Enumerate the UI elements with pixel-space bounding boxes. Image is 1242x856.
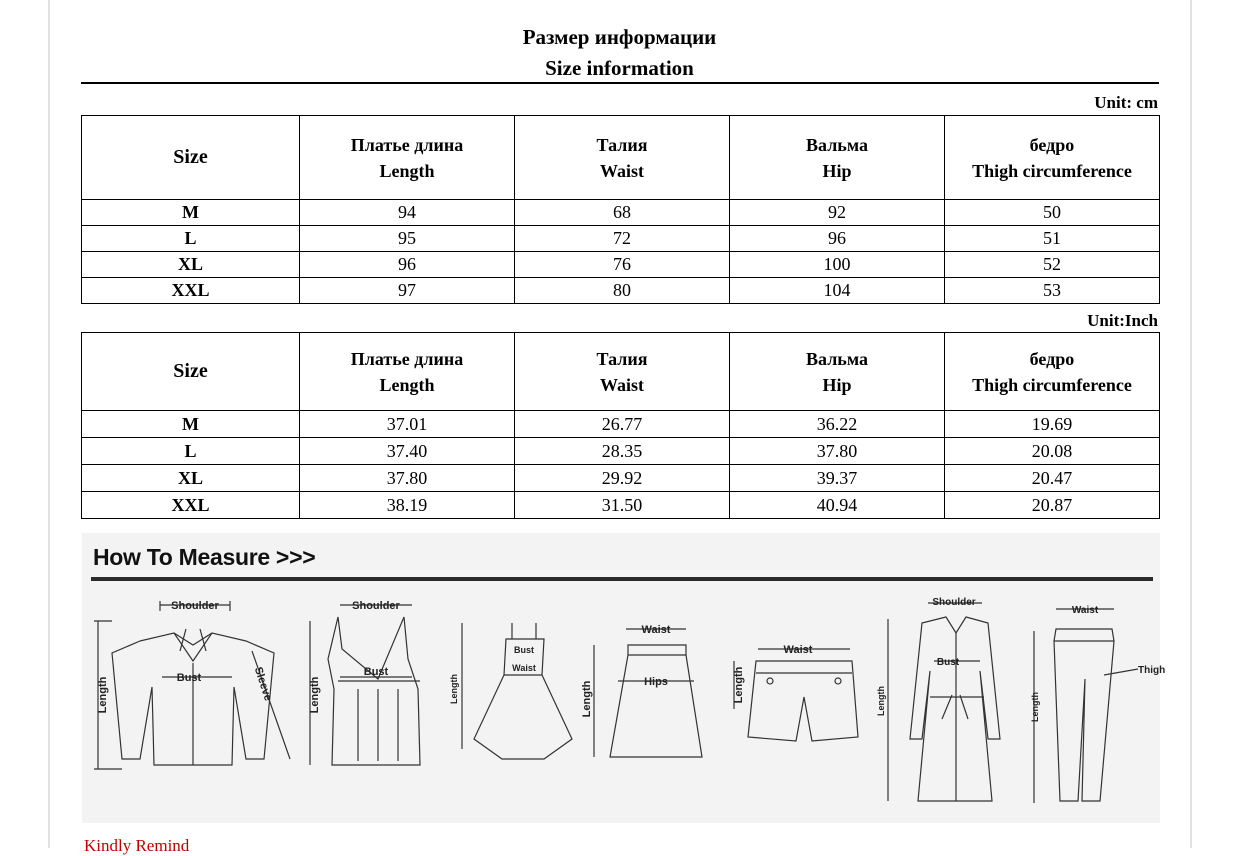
- unit-cm-label: Unit: cm: [1094, 93, 1158, 112]
- length-label: Length: [1030, 692, 1040, 722]
- waist-label: Waist: [641, 624, 671, 636]
- size-table-inch: [81, 332, 1160, 519]
- page-border-left: [48, 0, 50, 848]
- hip-cell: 100: [730, 252, 945, 278]
- title-russian: Размер информации: [522, 25, 717, 49]
- length-label: Length: [309, 676, 321, 714]
- thigh-cell: 20.87: [945, 492, 1160, 519]
- blouse-diagram: [94, 600, 290, 769]
- size-cell: L: [82, 438, 300, 465]
- header-hip-en: Hip: [822, 160, 852, 181]
- length-label: Length: [449, 674, 459, 704]
- header-length-en: Length: [379, 374, 435, 395]
- page-border-right: [1190, 0, 1192, 848]
- length-cell: 38.19: [300, 492, 515, 519]
- size-table-cm: [81, 115, 1160, 304]
- pants-diagram: [1030, 605, 1165, 803]
- header-waist-ru: Талия: [596, 134, 648, 155]
- length-cell: 37.80: [300, 465, 515, 492]
- length-label: Length: [876, 686, 886, 716]
- thigh-cell: 50: [945, 200, 1160, 226]
- kindly-remind-heading: Kindly Remind: [84, 836, 190, 855]
- size-cell: L: [82, 226, 300, 252]
- header-size-label: Size: [173, 146, 208, 168]
- header-hip-ru: Вальма: [806, 348, 868, 369]
- unit-inch-label: Unit:Inch: [1087, 311, 1158, 330]
- header-hip-en: Hip: [822, 374, 852, 395]
- length-cell: 94: [300, 200, 515, 226]
- waist-cell: 80: [515, 278, 730, 304]
- waist-cell: 28.35: [515, 438, 730, 465]
- header-length-en: Length: [379, 160, 435, 181]
- thigh-cell: 51: [945, 226, 1160, 252]
- waist-label: Waist: [512, 663, 536, 673]
- header-thigh-en: Thigh circumference: [972, 374, 1132, 395]
- shoulder-label: Shoulder: [352, 600, 400, 612]
- bust-label: Bust: [936, 657, 960, 668]
- header-thigh-en: Thigh circumference: [972, 160, 1132, 181]
- size-cell: XXL: [82, 492, 300, 519]
- thigh-label: Thigh: [1138, 665, 1166, 676]
- coat-diagram: [876, 597, 1000, 801]
- hip-cell: 96: [730, 226, 945, 252]
- header-thigh-ru: бедро: [1029, 134, 1075, 155]
- length-cell: 37.40: [300, 438, 515, 465]
- table-row: [82, 492, 1160, 519]
- garment-diagrams: [82, 589, 1166, 823]
- table-row: [82, 226, 1160, 252]
- length-label: Length: [581, 680, 593, 718]
- header-length: [300, 333, 515, 411]
- waist-cell: 29.92: [515, 465, 730, 492]
- length-cell: 95: [300, 226, 515, 252]
- title-divider: [81, 82, 1159, 84]
- thigh-cell: 52: [945, 252, 1160, 278]
- header-hip-ru: Вальма: [806, 134, 868, 155]
- header-waist: [515, 116, 730, 200]
- sleeve-label: Sleeve: [251, 665, 274, 703]
- thigh-cell: 53: [945, 278, 1160, 304]
- waist-cell: 72: [515, 226, 730, 252]
- hip-cell: 36.22: [730, 411, 945, 438]
- skirt-diagram: [581, 624, 702, 757]
- header-hip: [730, 116, 945, 200]
- waist-label: Waist: [783, 644, 813, 656]
- header-size: [82, 116, 300, 200]
- length-label: Length: [97, 676, 109, 714]
- header-length: [300, 116, 515, 200]
- bust-label: Bust: [176, 672, 202, 684]
- header-thigh-ru: бедро: [1029, 348, 1075, 369]
- how-to-measure-panel: [82, 533, 1166, 823]
- thigh-cell: 20.47: [945, 465, 1160, 492]
- table-row: [82, 278, 1160, 304]
- slip-dress-diagram: [449, 623, 572, 759]
- how-to-measure-title: How To Measure >>>: [93, 544, 316, 570]
- length-label: Length: [733, 666, 745, 704]
- header-waist: [515, 333, 730, 411]
- thigh-cell: 20.08: [945, 438, 1160, 465]
- how-to-measure-divider: [91, 577, 1153, 581]
- header-length-ru: Платье длина: [350, 134, 464, 155]
- shorts-diagram: [733, 644, 858, 741]
- header-waist-en: Waist: [599, 374, 644, 395]
- header-thigh: [945, 116, 1160, 200]
- hip-cell: 104: [730, 278, 945, 304]
- header-thigh: [945, 333, 1160, 411]
- header-waist-en: Waist: [599, 160, 644, 181]
- header-length-ru: Платье длина: [350, 348, 464, 369]
- length-cell: 97: [300, 278, 515, 304]
- waist-label: Waist: [1071, 605, 1099, 616]
- size-cell: M: [82, 200, 300, 226]
- thigh-cell: 19.69: [945, 411, 1160, 438]
- table-row: [82, 465, 1160, 492]
- header-size-label: Size: [173, 360, 208, 382]
- hip-cell: 40.94: [730, 492, 945, 519]
- length-cell: 96: [300, 252, 515, 278]
- waist-cell: 68: [515, 200, 730, 226]
- bust-label: Bust: [514, 645, 534, 655]
- shoulder-label: Shoulder: [171, 600, 219, 612]
- header-hip: [730, 333, 945, 411]
- hip-cell: 37.80: [730, 438, 945, 465]
- hip-cell: 39.37: [730, 465, 945, 492]
- hip-cell: 92: [730, 200, 945, 226]
- table-row: [82, 411, 1160, 438]
- title-english: Size information: [545, 56, 694, 80]
- header-size: [82, 333, 300, 411]
- tank-dress-diagram: [309, 600, 420, 765]
- header-waist-ru: Талия: [596, 348, 648, 369]
- waist-cell: 76: [515, 252, 730, 278]
- size-cell: M: [82, 411, 300, 438]
- size-cell: XL: [82, 465, 300, 492]
- hips-label: Hips: [644, 676, 668, 688]
- shoulder-label: Shoulder: [932, 597, 976, 608]
- length-cell: 37.01: [300, 411, 515, 438]
- table-row: [82, 438, 1160, 465]
- waist-cell: 31.50: [515, 492, 730, 519]
- table-row: [82, 200, 1160, 226]
- waist-cell: 26.77: [515, 411, 730, 438]
- bust-label: Bust: [363, 666, 389, 678]
- table-row: [82, 252, 1160, 278]
- table-header-row: [82, 333, 1160, 411]
- size-cell: XL: [82, 252, 300, 278]
- table-header-row: [82, 116, 1160, 200]
- size-cell: XXL: [82, 278, 300, 304]
